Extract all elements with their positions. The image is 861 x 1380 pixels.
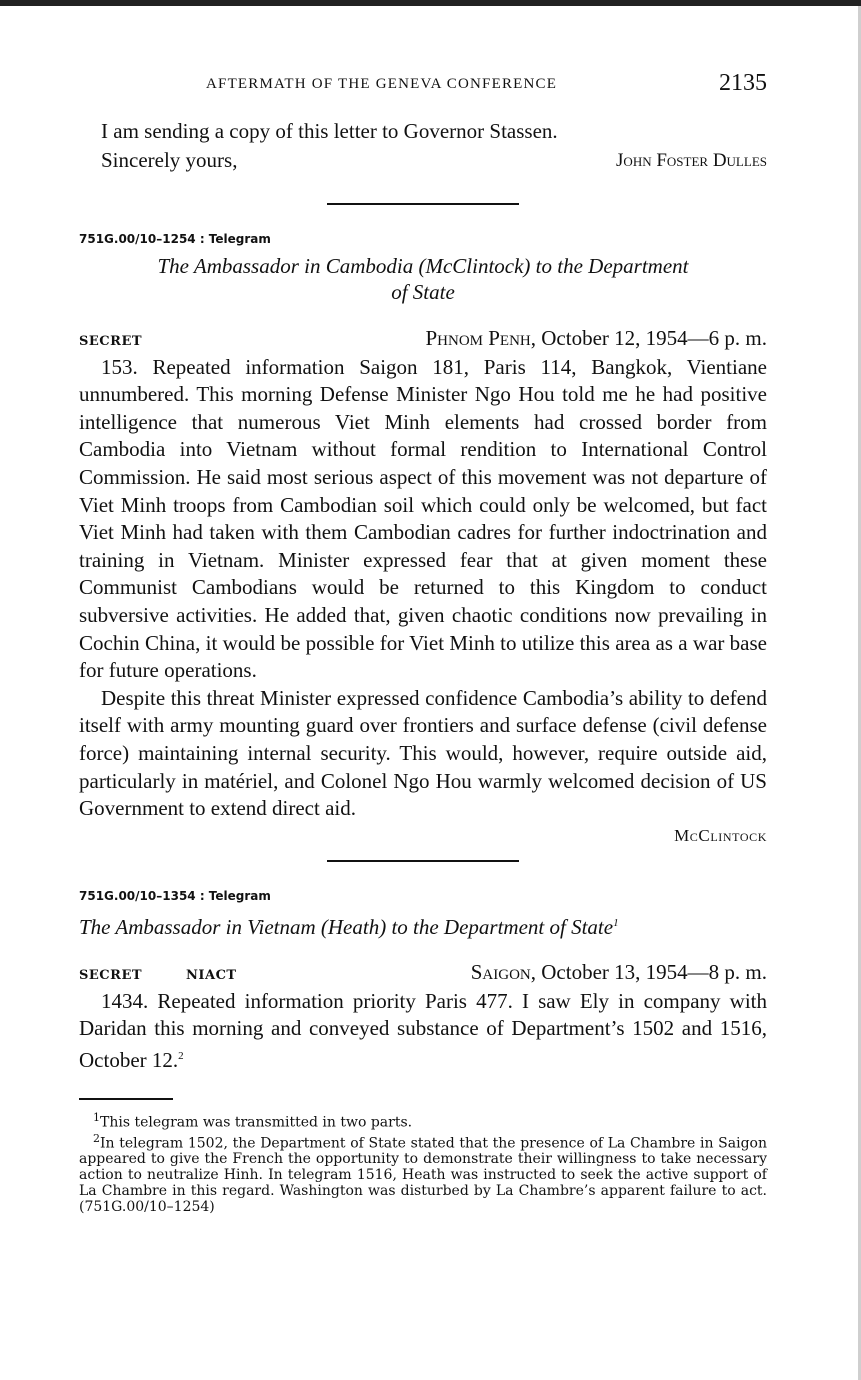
doc1-title: [79, 253, 767, 305]
footnote-2-mark: 2: [93, 1131, 100, 1145]
page-number: 2135: [719, 70, 767, 96]
doc1-file-id: 751G.00/10–1254 : Telegram: [79, 231, 271, 246]
doc1-dateline: [79, 326, 767, 351]
doc1-body: [79, 354, 767, 823]
footnote-1-mark: 1: [93, 1110, 100, 1124]
doc1-date: , October 12, 1954—6 p. m.: [530, 325, 767, 350]
doc2-classification: SECRET: [79, 967, 143, 983]
doc2-file-id: 751G.00/10–1354 : Telegram: [79, 888, 271, 903]
scan-top-edge: [0, 0, 861, 6]
doc2-paragraph-1: [79, 988, 767, 1075]
doc1-place-date: [425, 326, 767, 351]
running-head: AFTERMATH OF THE GENEVA CONFERENCE: [206, 76, 558, 92]
doc2-dateline: [79, 960, 767, 985]
section-divider: [327, 860, 519, 862]
doc2-title: [79, 910, 767, 940]
doc2-footnote-ref: 2: [178, 1049, 184, 1062]
doc2-title-text: The Ambassador in Vietnam (Heath) to the Department of State: [79, 914, 614, 939]
footnote-1: [79, 1110, 767, 1131]
doc2-place: Saigon: [470, 959, 531, 984]
doc2-date: , October 13, 1954—8 p. m.: [530, 959, 767, 984]
signature-line: [79, 147, 767, 175]
footnote-2: [79, 1131, 767, 1216]
signer-name: John Foster Dulles: [616, 150, 767, 171]
doc1-paragraph-1: 153. Repeated information Saigon 181, Paris 114, Bangkok, Vientiane unnumbered. This morning Defense Minister Ngo Hou told me he had positive intelligence that numerous Viet Minh elements had crossed border from Cambodia into Vietnam without formal rendition to International Control Commission. He said most serious aspect of this movement was not departure of Viet Minh troops from Cambodian soil which could only be welcomed, but fact Viet Minh had taken with them Cambodian cadres for further indoctrination and training in Vietnam. Minister expressed fear that at given moment these Communist Cambodians would be returned to this Kingdom to conduct subversive activities. He added that, given chaotic conditions now prevailing in Cochin China, it would be possible for Viet Minh to utilize this area as a war base for future operations.: [79, 354, 767, 683]
section-divider: [327, 203, 519, 205]
letter-closing: [79, 118, 767, 175]
doc1-paragraph-2: Despite this threat Minister expressed confidence Cambodia’s ability to defend itself with army mounting guard over frontiers and surface defense (civil defense force) maintaining internal security. This would, however, require outside aid, particularly in matériel, and Colonel Ngo Hou warmly welcomed decision of US Government to extend direct aid.: [79, 685, 767, 821]
doc2-title-footnote-ref: 1: [613, 916, 619, 929]
doc1-title-line1: The Ambassador in Cambodia (McClintock) to the Department: [157, 253, 689, 278]
doc2-place-date: [471, 960, 767, 985]
footnote-rule: [79, 1098, 173, 1100]
footnote-1-text: This telegram was transmitted in two parts.: [100, 1114, 413, 1131]
doc1-title-line2: of State: [391, 279, 455, 304]
doc2-body: [79, 988, 767, 1075]
copy-line: I am sending a copy of this letter to Governor Stassen.: [101, 119, 558, 143]
doc2-paragraph-1-text: 1434. Repeated information priority Paris 477. I saw Ely in company with Daridan this morning and conveyed substance of Department’s 1502 and 1516, October 12.: [79, 988, 767, 1072]
doc2-precedence: NIACT: [186, 967, 237, 983]
footnotes: [79, 1110, 767, 1215]
doc1-place: Phnom Penh: [425, 325, 531, 350]
document-page: [79, 70, 767, 1215]
page-header: [79, 70, 767, 100]
doc1-classification: SECRET: [79, 333, 143, 349]
footnote-2-text: In telegram 1502, the Department of State stated that the presence of La Chambre in Saigon appeared to give the French the opportunity to demonstrate their willingness to take necessary action to neutralize Hinh. In telegram 1516, Heath was instructed to seek the active support of La Chambre in this regard. Washington was disturbed by La Chambre’s apparent failure to act. (751G.00/10–1254): [79, 1135, 767, 1216]
valediction: Sincerely yours,: [101, 148, 238, 172]
doc1-signature: McClintock: [674, 825, 767, 845]
